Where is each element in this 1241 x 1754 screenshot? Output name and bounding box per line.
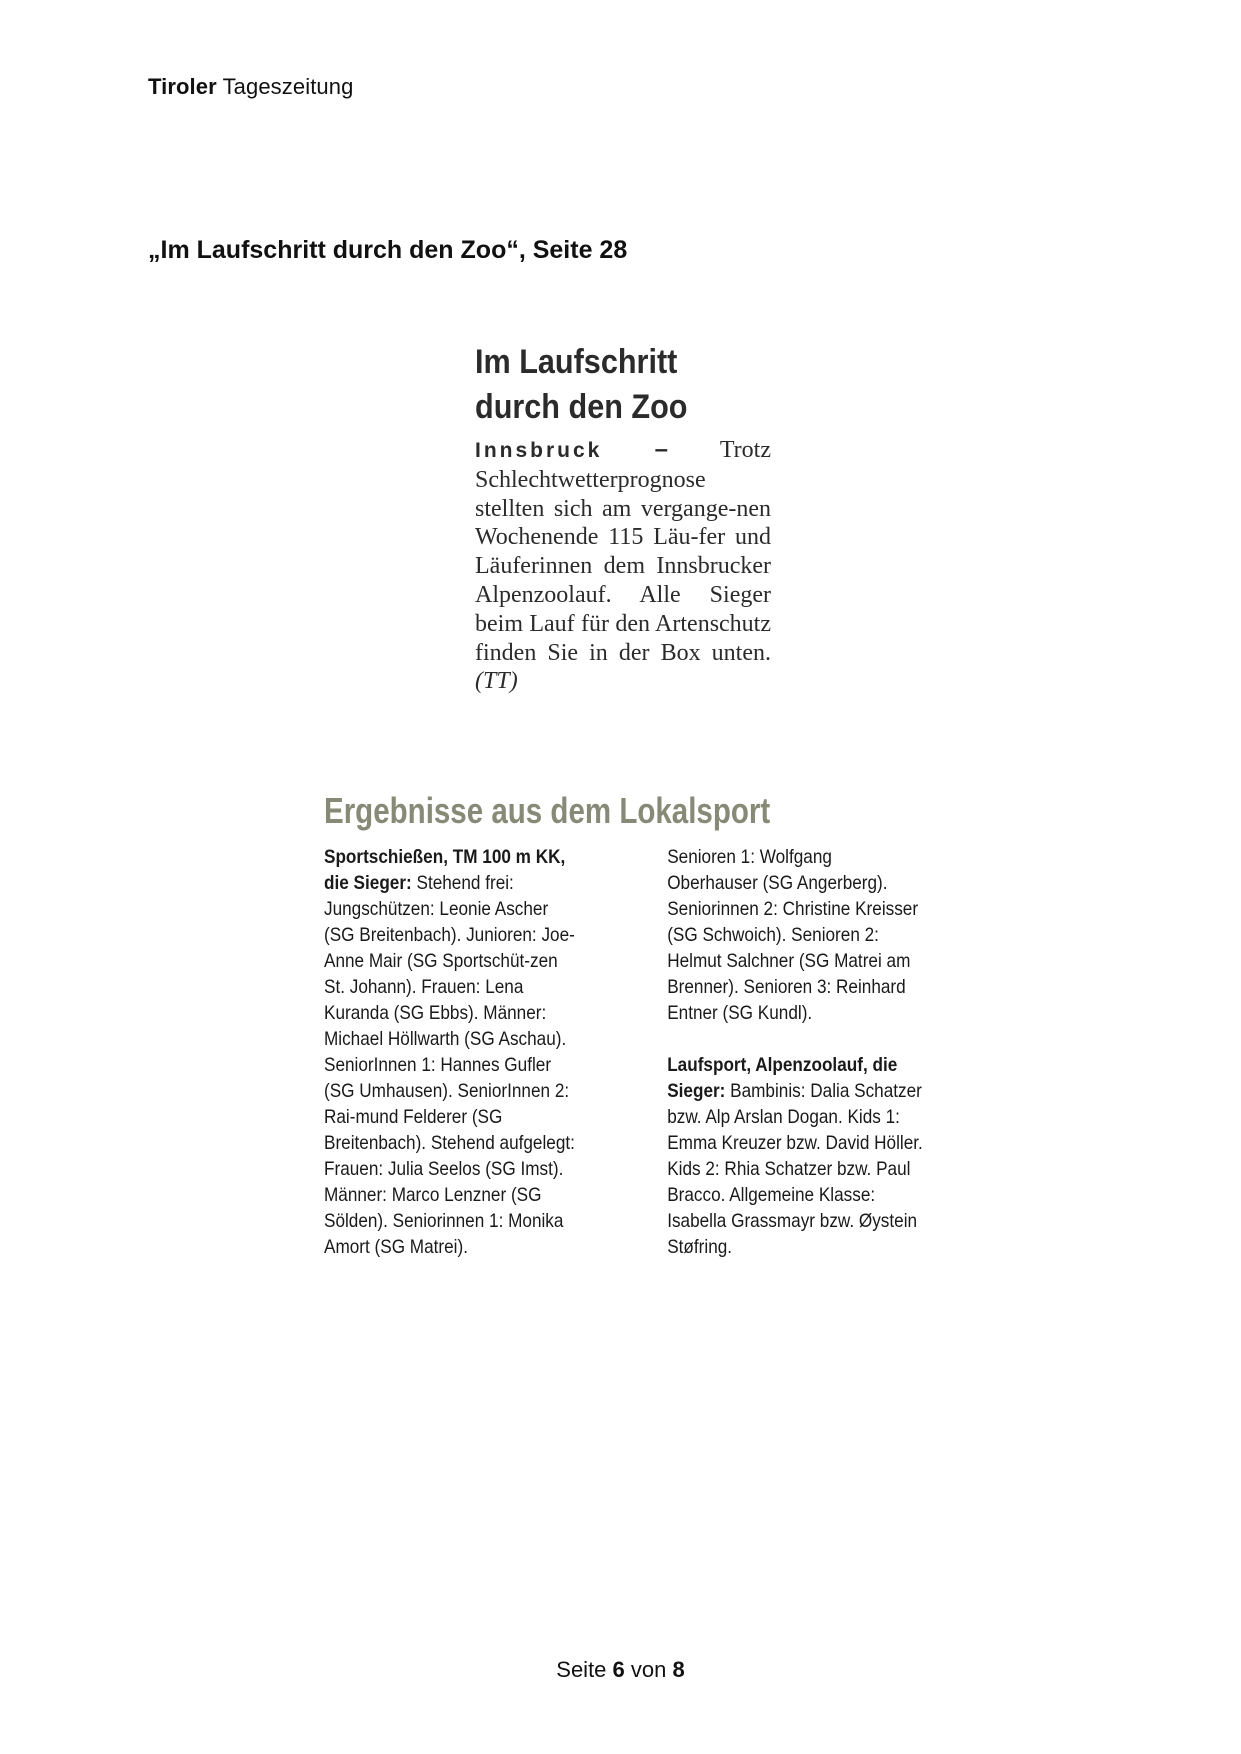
- running-results: [667, 1052, 924, 1260]
- shooting-text: Stehend frei: Jungschützen: Leonie Ascher (SG Breitenbach). Junioren: Joe-Anne Mair (SG Sportschüt-zen St. Johann). Frauen: Lena Kuranda (SG Ebbs). Männer: Michael Höllwarth (SG Aschau). SeniorInnen 1: Hannes Gufler (SG Umhausen). SeniorInnen 2: Rai-mund Felderer (SG Breitenbach). Stehend aufgelegt: Frauen: Julia Seelos (SG Imst). Männer: Marco Lenzner (SG Sölden). Seniorinnen 1: Monika Amort (SG Matrei).: [324, 872, 575, 1258]
- article-headline: [475, 340, 772, 430]
- article-credit: (TT): [475, 668, 518, 695]
- results-box: [324, 790, 924, 1260]
- running-lead: Laufsport, Alpenzoolauf, die Sieger:: [667, 1054, 898, 1102]
- article-clipping: [475, 340, 771, 696]
- results-column-right: [667, 844, 924, 1260]
- article-body: [475, 436, 771, 696]
- brand-bold: Tiroler: [148, 74, 217, 99]
- page-middle: von: [624, 1657, 673, 1682]
- dateline: Innsbruck: [475, 439, 603, 462]
- page-current: 6: [612, 1657, 625, 1682]
- shooting-lead: Sportschießen, TM 100 m KK, die Sieger:: [324, 846, 566, 894]
- article-reference-title: „Im Laufschritt durch den Zoo“, Seite 28: [148, 236, 628, 264]
- results-heading: Ergebnisse aus dem Lokalsport: [324, 790, 771, 831]
- headline-line-2: durch den Zoo: [475, 388, 688, 426]
- headline-line-1: Im Laufschritt: [475, 343, 678, 381]
- page-prefix: Seite: [556, 1657, 613, 1682]
- running-text: Bambinis: Dalia Schatzer bzw. Alp Arslan Dogan. Kids 1: Emma Kreuzer bzw. David Höller. Kids 2: Rhia Schatzer bzw. Paul Bracco. Allgemeine Klasse: Isabella Grassmayr bzw. Øystein Støfring.: [667, 1080, 923, 1258]
- results-column-left: [324, 844, 581, 1260]
- brand-rest: Tageszeitung: [216, 74, 354, 99]
- newspaper-brand: [148, 74, 353, 100]
- page-number: [0, 1657, 1241, 1683]
- shooting-results: [324, 844, 581, 1260]
- page-total: 8: [672, 1657, 685, 1682]
- results-columns: [324, 844, 924, 1260]
- shooting-results-continued: Senioren 1: Wolfgang Oberhauser (SG Angerberg). Seniorinnen 2: Christine Kreisser (SG Schwoich). Senioren 2: Helmut Salchner (SG Matrei am Brenner). Senioren 3: Reinhard Entner (SG Kundl).: [667, 846, 919, 1024]
- article-text: Trotz Schlechtwetterprognose stellten sich am vergange-nen Wochenende 115 Läu-fer und Läuferinnen dem Innsbrucker Alpenzoolauf. Alle Sieger beim Lauf für den Artenschutz finden Sie in der Box unten.: [475, 437, 771, 666]
- dateline-dash: –: [654, 436, 668, 463]
